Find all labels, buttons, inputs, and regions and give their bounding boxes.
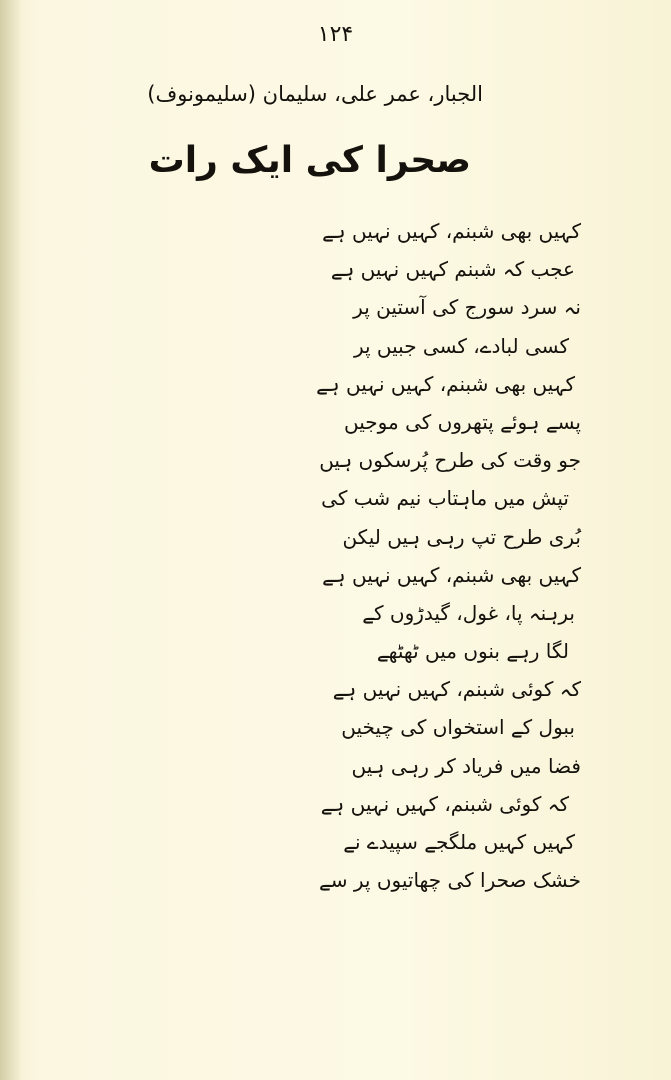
verse-line: کہ کوئی شبنم، کہیں نہیں ہے [332,677,581,702]
verse-line: ببول کے استخواں کی چیخیں [341,715,575,740]
poem-title: صحرا کی ایک رات [148,140,471,181]
poem-authors: الجبار، عمر علی، سلیمان (سلیمونوف) [147,82,483,106]
verse-line: کہیں بھی شبنم، کہیں نہیں ہے [316,371,575,396]
verse-line: تپش میں ماہتاب نیم شب کی [321,486,569,511]
verse-line: کہیں بھی شبنم، کہیں نہیں ہے [322,562,581,587]
verse-line: فضا میں فریاد کر رہی ہیں [351,753,581,778]
verse-line: نہ سرد سورج کی آستین پر [353,295,581,320]
verse-line: برہنہ پا، غول، گیدڑوں کے [362,600,575,625]
page-number: ۱۲۴ [317,22,354,47]
verse-line: کہ کوئی شبنم، کہیں نہیں ہے [320,791,569,816]
verse-line: خشک صحرا کی چھاتیوں پر سے [319,868,581,893]
page-spine-shadow [0,0,22,1080]
poem-body [251,212,581,899]
verse-line: عجب کہ شبنم کہیں نہیں ہے [330,257,575,282]
verse-line: جو وقت کی طرح پُرسکوں ہیں [319,448,581,473]
verse-line: لگا رہے بنوں میں ٹھٹھے [376,639,569,664]
verse-line: کہیں کہیں ملگجے سپیدے نے [343,830,575,854]
verse-line: کہیں بھی شبنم، کہیں نہیں ہے [322,219,581,243]
verse-line: پسے ہوئے پتھروں کی موجیں [344,409,581,434]
verse-line: بُری طرح تپ رہی ہیں لیکن [342,524,581,549]
verse-line: کسی لبادے، کسی جبیں پر [353,333,569,358]
